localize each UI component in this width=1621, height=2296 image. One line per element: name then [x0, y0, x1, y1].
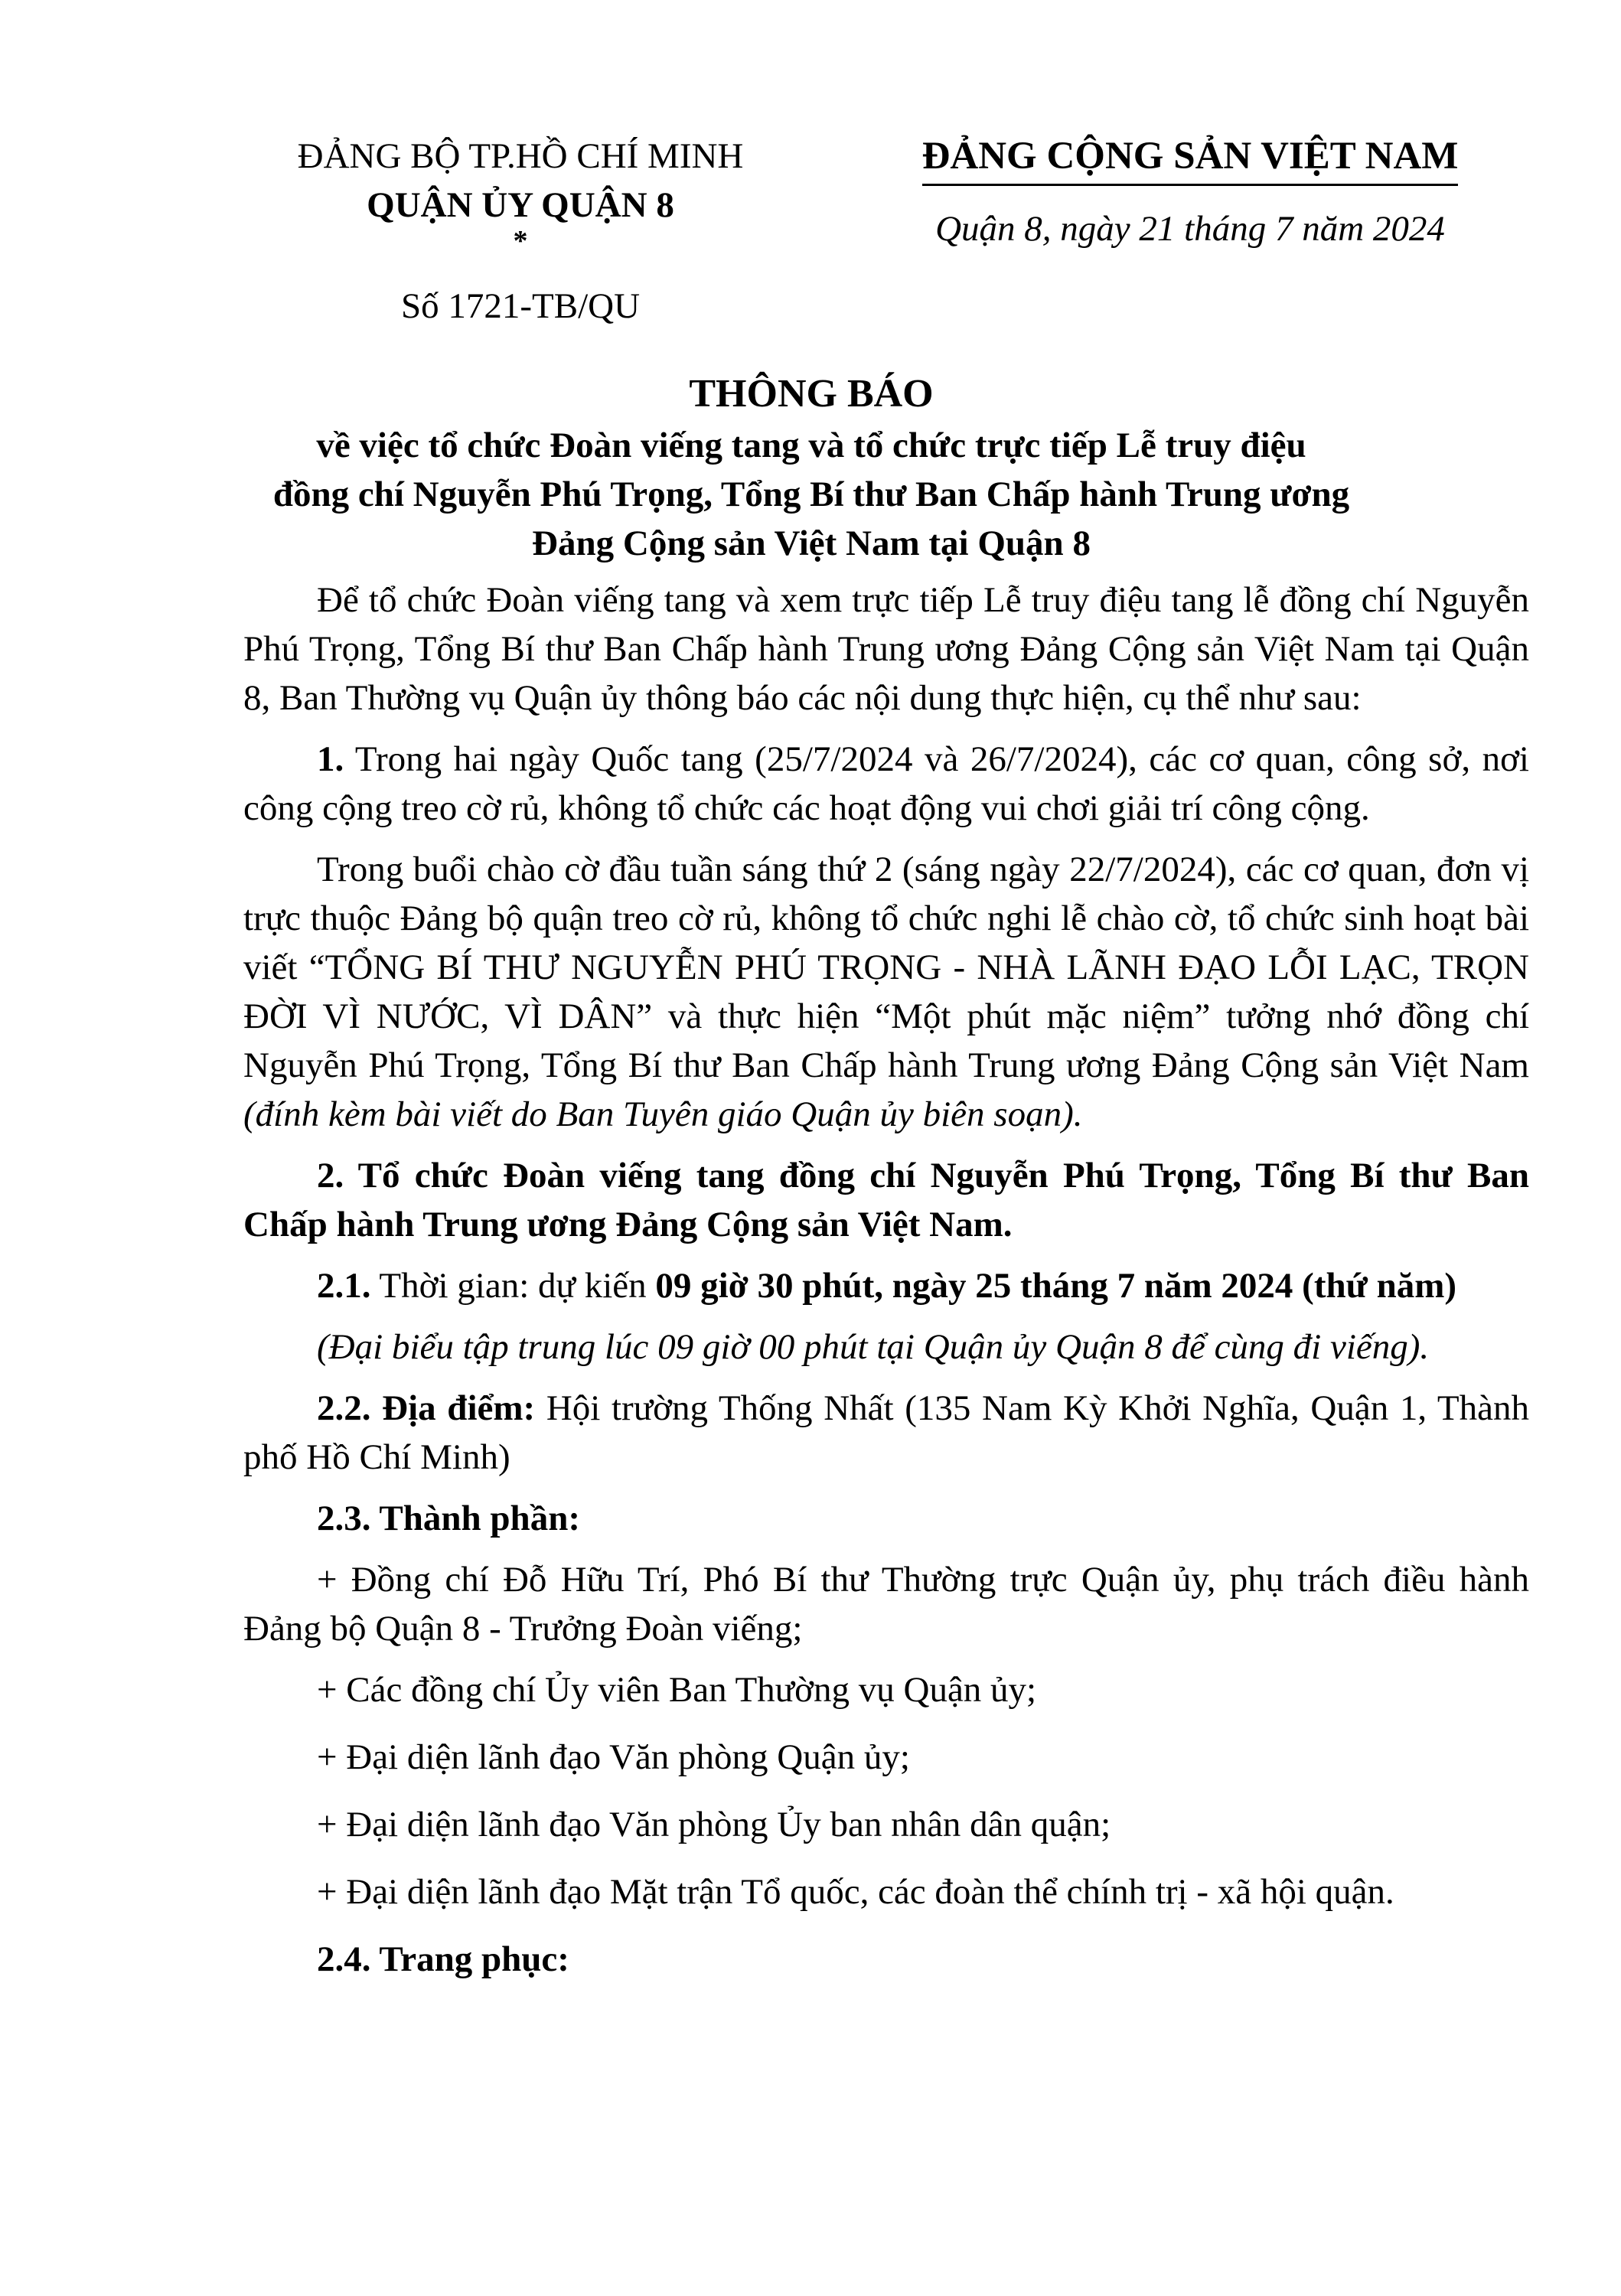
parent-organization: ĐẢNG BỘ TP.HỒ CHÍ MINH — [297, 136, 744, 176]
section-2-1-paragraph — [243, 1261, 1529, 1310]
subject-line-3: Đảng Cộng sản Việt Nam tại Quận 8 — [532, 523, 1091, 563]
section-2-1-text: Thời gian: dự kiến — [370, 1266, 656, 1306]
national-header-block — [888, 132, 1492, 253]
place-and-date: Quận 8, ngày 21 tháng 7 năm 2024 — [935, 209, 1445, 249]
issuing-unit: QUẬN ỦY QUẬN 8 — [367, 185, 674, 225]
section-2-1-label: 2.1. — [317, 1266, 371, 1306]
section-1-paragraph-2 — [243, 845, 1529, 1139]
member-item: + Đại diện lãnh đạo Văn phòng Ủy ban nhân dân quận; — [317, 1805, 1111, 1844]
section-1-paragraph — [243, 735, 1529, 833]
document-number: Số 1721-TB/QU — [400, 286, 641, 326]
section-2-1-note: (Đại biểu tập trung lúc 09 giờ 00 phút tại Quận ủy Quận 8 để cùng đi viếng). — [317, 1327, 1430, 1367]
subject-line-2: đồng chí Nguyễn Phú Trọng, Tổng Bí thư Ban Chấp hành Trung ương — [272, 475, 1350, 514]
section-2-2-label: 2.2. Địa điểm: — [317, 1388, 536, 1428]
section-2-2-paragraph — [243, 1384, 1529, 1482]
star-mark: * — [513, 225, 528, 257]
member-item: + Đồng chí Đỗ Hữu Trí, Phó Bí thư Thường trực Quận ủy, phụ trách điều hành Đảng bộ Quận 8 - Trưởng Đoàn viếng; — [243, 1560, 1529, 1649]
subject-line-1: về việc tổ chức Đoàn viếng tang và tổ chức trực tiếp Lễ truy điệu — [316, 426, 1306, 465]
member-item: + Đại diện lãnh đạo Văn phòng Quận ủy; — [317, 1737, 910, 1777]
attachment-note: (đính kèm bài viết do Ban Tuyên giáo Quận ủy biên soạn). — [243, 1094, 1083, 1134]
section-2-4-label: 2.4. Trang phục: — [317, 1939, 569, 1979]
member-item: + Các đồng chí Ủy viên Ban Thường vụ Quận ủy; — [317, 1670, 1037, 1710]
issuing-authority-block — [230, 132, 811, 329]
section-2-heading: 2. Tổ chức Đoàn viếng tang đồng chí Nguyễn Phú Trọng, Tổng Bí thư Ban Chấp hành Trung ương Đảng Cộng sản Việt Nam. — [243, 1156, 1529, 1244]
section-2-1-time: 09 giờ 30 phút, ngày 25 tháng 7 năm 2024 (thứ năm) — [655, 1266, 1457, 1306]
section-1-text: Trong hai ngày Quốc tang (25/7/2024 và 26/7/2024), các cơ quan, công sở, nơi công cộng treo cờ rủ, không tổ chức các hoạt động vui chơi giải trí công cộng. — [243, 739, 1529, 828]
member-item: + Đại diện lãnh đạo Mặt trận Tổ quốc, các đoàn thể chính trị - xã hội quận. — [317, 1872, 1394, 1912]
section-1-number: 1. — [317, 739, 344, 779]
section-2-3-label: 2.3. Thành phần: — [317, 1499, 580, 1538]
document-title-block — [199, 367, 1424, 568]
intro-paragraph: Để tổ chức Đoàn viếng tang và xem trực tiếp Lễ truy điệu tang lễ đồng chí Nguyễn Phú Trọng, Tổng Bí thư Ban Chấp hành Trung ương Đảng Cộng sản Việt Nam tại Quận 8, Ban Thường vụ Quận ủy thông báo các nội dung thực hiện, cụ thể như sau: — [243, 580, 1529, 718]
section-2-2-text: Hội trường Thống Nhất (135 Nam Kỳ Khởi Nghĩa, Quận 1, Thành phố Hồ Chí Minh) — [243, 1388, 1529, 1477]
section-1-paragraph-2-text: Trong buổi chào cờ đầu tuần sáng thứ 2 (sáng ngày 22/7/2024), các cơ quan, đơn vị trực thuộc Đảng bộ quận treo cờ rủ, không tổ chức nghi lễ chào cờ, tổ chức sinh hoạt bài viết “TỔNG BÍ THƯ NGUYỄN PHÚ TRỌNG - NHÀ LÃNH ĐẠO LỖI LẠC, TRỌN ĐỜI VÌ NƯỚC, VÌ DÂN” và thực hiện “Một phút mặc niệm” tưởng nhớ đồng chí Nguyễn Phú Trọng, Tổng Bí thư Ban Chấp hành Trung ương Đảng Cộng sản Việt Nam — [243, 850, 1529, 1085]
party-name-heading: ĐẢNG CỘNG SẢN VIỆT NAM — [922, 132, 1459, 186]
document-type: THÔNG BÁO — [689, 372, 934, 416]
document-body — [243, 576, 1529, 1996]
